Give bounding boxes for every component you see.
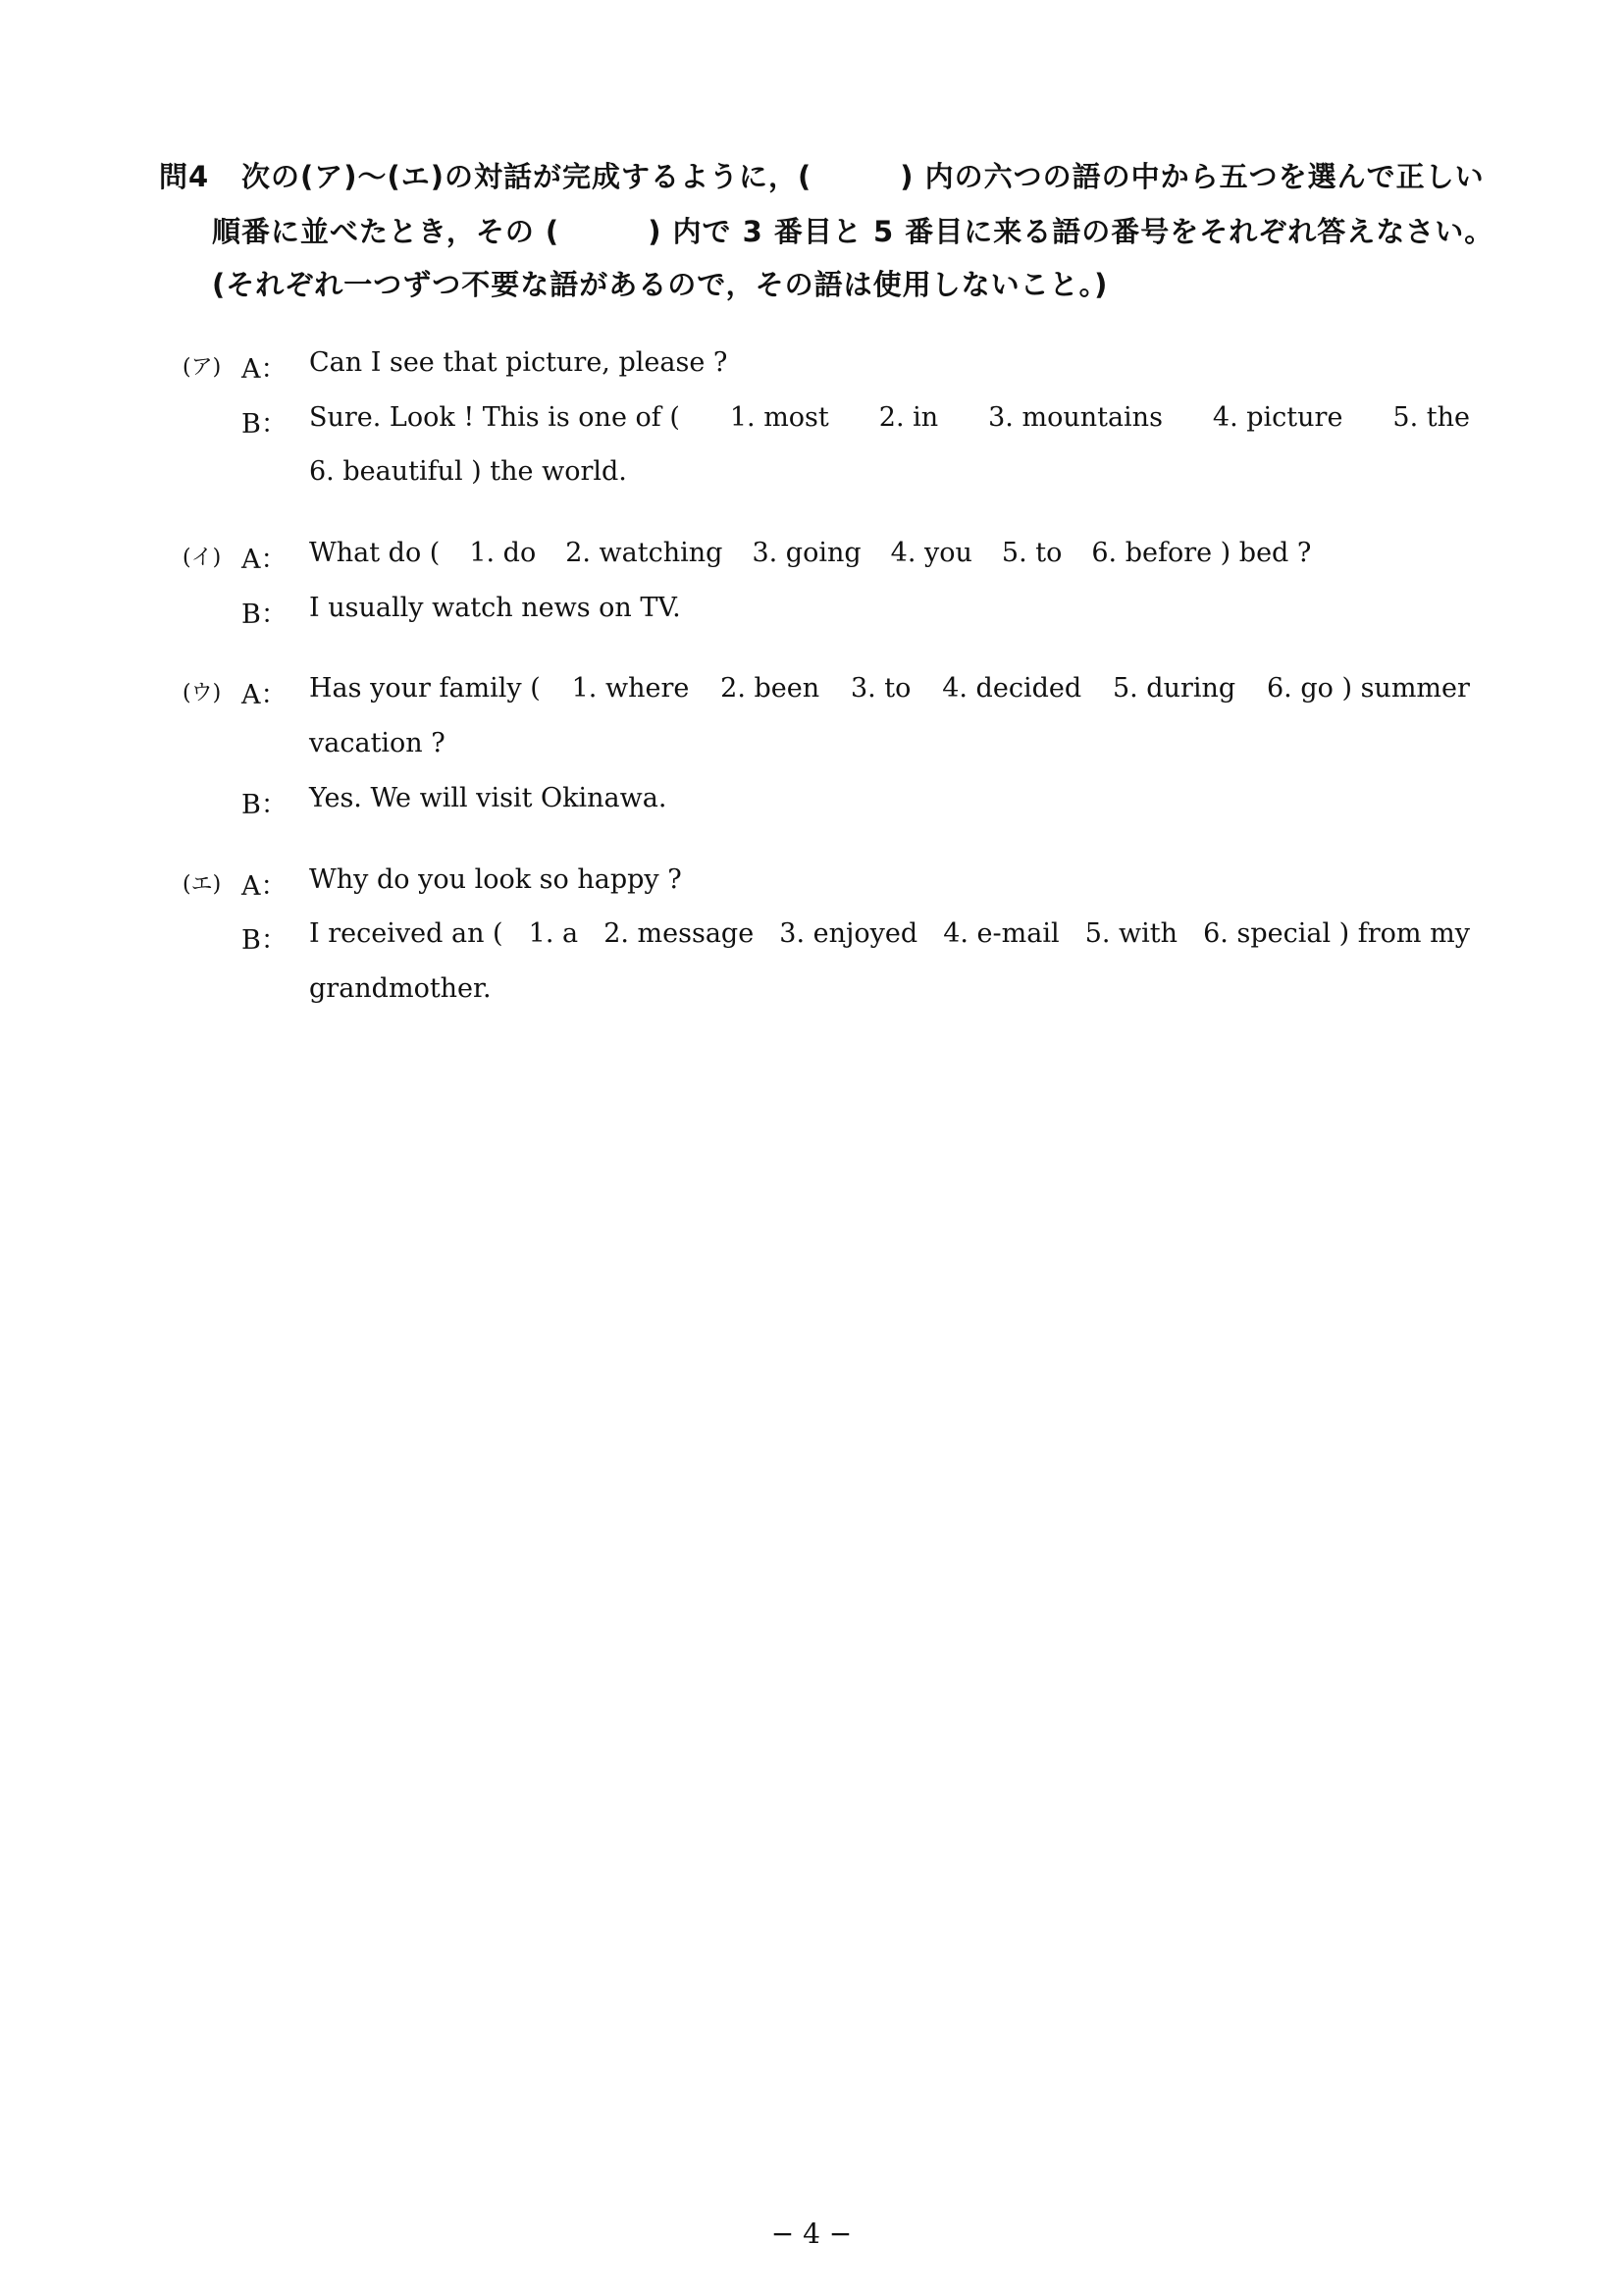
line-b: I usually watch news on TV. [309, 593, 681, 623]
prefix: Sure. Look ! This is one of ( [309, 402, 680, 433]
option: 5. during [1112, 673, 1236, 704]
line-a-cont: vacation ? [309, 728, 445, 758]
line-b-cont: grandmother. [309, 973, 492, 1004]
option: 2. message [603, 918, 755, 949]
line-a: Can I see that picture, please ? [309, 347, 728, 378]
item-label: (エ) [183, 872, 222, 897]
option: 4. decided [942, 673, 1082, 704]
option: 2. been [720, 673, 820, 704]
prefix: Has your family ( [309, 673, 541, 704]
line-b [309, 918, 1470, 949]
speaker-b: B： [241, 925, 288, 956]
option: 5. with [1084, 918, 1178, 949]
question-number: 問4 [159, 160, 210, 193]
option: 5. to [1001, 538, 1063, 568]
option: 3. enjoyed [779, 918, 918, 949]
option: 2. watching [565, 538, 723, 568]
speaker-b: B： [241, 409, 288, 440]
option: 5. the [1392, 402, 1470, 433]
option: 4. you [890, 538, 972, 568]
option: 6. go ) summer [1267, 673, 1470, 704]
option: 3. mountains [988, 402, 1163, 433]
line-b-cont: 6. beautiful ) the world. [309, 456, 627, 487]
line-a [309, 538, 1311, 568]
option: 4. picture [1212, 402, 1343, 433]
option: 3. going [752, 538, 862, 568]
item-label: (イ) [183, 546, 222, 570]
option: 1. a [528, 918, 579, 949]
option: 6. before ) bed ? [1091, 538, 1312, 568]
page-number: − 4 − [770, 2218, 853, 2250]
option: 1. most [729, 402, 829, 433]
prefix: I received an ( [309, 918, 503, 949]
speaker-b: B： [241, 790, 288, 820]
speaker-b: B： [241, 600, 288, 630]
speaker-a: A： [241, 680, 288, 710]
instruction-line-1: 次の(ア)〜(エ)の対話が完成するように，( ) 内の六つの語の中から五つを選んで正しい [241, 160, 1485, 193]
option: 1. do [469, 538, 537, 568]
option: 1. where [571, 673, 690, 704]
option: 4. e-mail [943, 918, 1060, 949]
line-a: Why do you look so happy ? [309, 864, 682, 895]
speaker-a: A： [241, 871, 288, 902]
prefix: What do ( [309, 538, 441, 568]
line-b [309, 402, 1470, 433]
line-a [309, 673, 1470, 704]
option: 3. to [850, 673, 912, 704]
option: 6. special ) from my [1203, 918, 1470, 949]
instruction-line-3: (それぞれ一つずつ不要な語があるので，その語は使用しないこと。) [212, 268, 1109, 301]
line-b: Yes. We will visit Okinawa. [309, 783, 667, 813]
item-label: (ア) [183, 355, 222, 380]
item-label: (ウ) [183, 681, 222, 705]
speaker-a: A： [241, 545, 288, 575]
option: 2. in [878, 402, 939, 433]
speaker-a: A： [241, 354, 288, 385]
instruction-line-2: 順番に並べたとき，その ( ) 内で 3 番目と 5 番目に来る語の番号をそれぞれ答えなさい。 [212, 215, 1494, 248]
